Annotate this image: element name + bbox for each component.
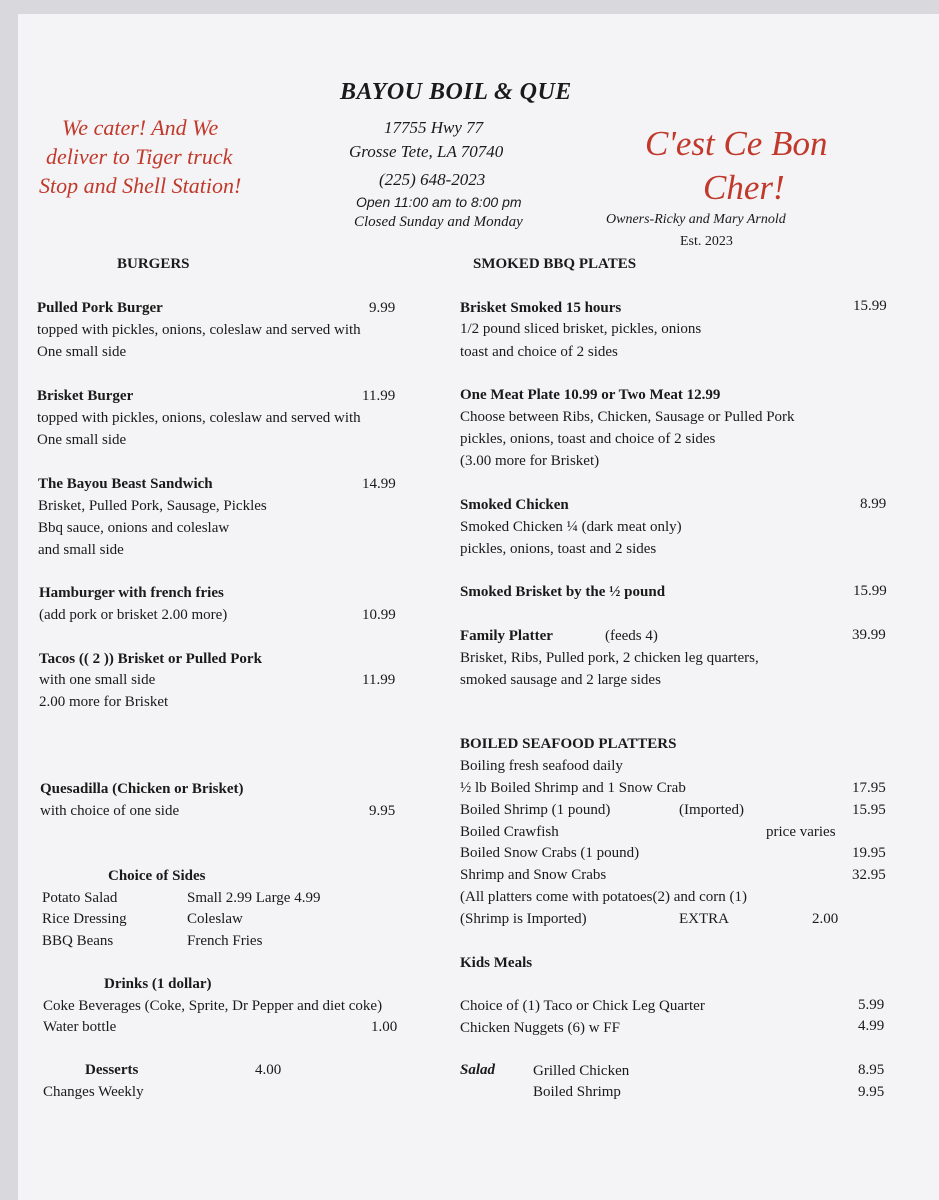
owners: Owners-Ricky and Mary Arnold: [606, 212, 786, 227]
desserts-desc: Changes Weekly: [43, 1084, 144, 1100]
bayou-beast-price: 14.99: [362, 476, 396, 492]
salad-boiled-shrimp-price: 9.95: [858, 1084, 885, 1100]
seafood-item-crawfish: Boiled Crawfish: [460, 824, 559, 840]
tacos-price: 11.99: [362, 672, 396, 688]
seafood-price-shrimp-snow-crabs: 32.95: [852, 867, 886, 883]
seafood-imported-note: (Imported): [679, 802, 744, 818]
seafood-price-snow-crabs: 19.95: [852, 845, 886, 861]
side-size-prices: Small 2.99 Large 4.99: [187, 890, 321, 906]
burgers-heading: BURGERS: [117, 256, 190, 272]
bbq-heading: SMOKED BBQ PLATES: [473, 256, 637, 272]
family-platter-desc-1: Brisket, Ribs, Pulled pork, 2 chicken leg quarters,: [460, 650, 759, 666]
family-platter-name: Family Platter: [460, 628, 553, 644]
kids-item-taco: Choice of (1) Taco or Chick Leg Quarter: [460, 998, 705, 1014]
salad-grilled-chicken-price: 8.95: [858, 1062, 885, 1078]
meat-plate-name: One Meat Plate 10.99 or Two Meat 12.99: [460, 387, 721, 403]
smoked-brisket-desc-2: toast and choice of 2 sides: [460, 344, 618, 360]
hamburger-price: 10.99: [362, 607, 396, 623]
smoked-chicken-desc-2: pickles, onions, toast and 2 sides: [460, 541, 657, 557]
phone-number: (225) 648-2023: [379, 170, 486, 189]
bayou-beast-name: The Bayou Beast Sandwich: [38, 476, 213, 492]
bayou-beast-desc-1: Brisket, Pulled Pork, Sausage, Pickles: [38, 498, 267, 514]
desserts-heading: Desserts: [85, 1062, 139, 1078]
side-french-fries: French Fries: [187, 933, 263, 949]
seafood-item-snow-crabs: Boiled Snow Crabs (1 pound): [460, 845, 640, 861]
meat-plate-desc-1: Choose between Ribs, Chicken, Sausage or Pulled Pork: [460, 409, 795, 425]
seafood-item-shrimp-snow-crabs: Shrimp and Snow Crabs: [460, 867, 607, 883]
smoked-brisket-desc-1: 1/2 pound sliced brisket, pickles, onions: [460, 321, 702, 337]
family-platter-note: (feeds 4): [605, 628, 658, 644]
seafood-intro: Boiling fresh seafood daily: [460, 758, 623, 774]
pulled-pork-burger-name: Pulled Pork Burger: [37, 300, 163, 316]
seafood-extra-price: 2.00: [812, 911, 839, 927]
brisket-half-pound-name: Smoked Brisket by the ½ pound: [460, 584, 666, 600]
drinks-coke-beverages: Coke Beverages (Coke, Sprite, Dr Pepper and diet coke): [43, 998, 383, 1014]
bayou-beast-desc-3: and small side: [38, 542, 124, 558]
sides-heading: Choice of Sides: [108, 868, 206, 884]
restaurant-title: BAYOU BOIL & QUE: [340, 79, 572, 105]
pulled-pork-burger-side: One small side: [37, 344, 127, 360]
established: Est. 2023: [680, 234, 733, 249]
quesadilla-price: 9.95: [369, 803, 396, 819]
tacos-desc: with one small side: [39, 672, 156, 688]
pulled-pork-burger-desc: topped with pickles, onions, coleslaw and served with: [37, 322, 361, 338]
hours-open: Open 11:00 am to 8:00 pm: [356, 194, 522, 210]
brisket-burger-side: One small side: [37, 432, 127, 448]
brisket-half-pound-price: 15.99: [853, 583, 887, 599]
smoked-chicken-price: 8.99: [860, 496, 887, 512]
seafood-platter-note: (All platters come with potatoes(2) and corn (1): [460, 889, 747, 905]
catering-line-3: Stop and Shell Station!: [39, 173, 242, 198]
family-platter-desc-2: smoked sausage and 2 large sides: [460, 672, 661, 688]
bayou-beast-desc-2: Bbq sauce, onions and coleslaw: [38, 520, 230, 536]
salad-grilled-chicken: Grilled Chicken: [533, 1063, 630, 1079]
kids-price-taco: 5.99: [858, 997, 885, 1013]
seafood-item-shrimp-crab: ½ lb Boiled Shrimp and 1 Snow Crab: [460, 780, 686, 796]
smoked-brisket-price: 15.99: [853, 298, 887, 314]
seafood-extra-label: EXTRA: [679, 911, 729, 927]
seafood-heading: BOILED SEAFOOD PLATTERS: [460, 736, 677, 752]
salad-label: Salad: [460, 1062, 496, 1078]
side-coleslaw: Coleslaw: [187, 911, 243, 927]
seafood-price-shrimp-crab: 17.95: [852, 780, 886, 796]
smoked-chicken-name: Smoked Chicken: [460, 497, 569, 513]
catering-line-1: We cater! And We: [62, 115, 219, 140]
quesadilla-name: Quesadilla (Chicken or Brisket): [40, 781, 244, 797]
drinks-water-price: 1.00: [371, 1019, 398, 1035]
brisket-burger-price: 11.99: [362, 388, 396, 404]
side-bbq-beans: BBQ Beans: [42, 933, 114, 949]
drinks-heading: Drinks (1 dollar): [104, 976, 212, 992]
salad-boiled-shrimp: Boiled Shrimp: [533, 1084, 621, 1100]
brisket-burger-desc: topped with pickles, onions, coleslaw and served with: [37, 410, 361, 426]
seafood-price-boiled-shrimp: 15.95: [852, 802, 886, 818]
tacos-name: Tacos (( 2 )) Brisket or Pulled Pork: [39, 651, 262, 667]
address-line-2: Grosse Tete, LA 70740: [349, 142, 504, 161]
brisket-burger-name: Brisket Burger: [37, 388, 134, 404]
kids-price-nuggets: 4.99: [858, 1018, 885, 1034]
pulled-pork-burger-price: 9.99: [369, 300, 396, 316]
family-platter-price: 39.99: [852, 627, 886, 643]
meat-plate-desc-2: pickles, onions, toast and choice of 2 sides: [460, 431, 716, 447]
quesadilla-desc: with choice of one side: [40, 803, 180, 819]
tacos-brisket-note: 2.00 more for Brisket: [39, 694, 169, 710]
drinks-water: Water bottle: [43, 1019, 117, 1035]
kids-meals-heading: Kids Meals: [460, 955, 533, 971]
seafood-item-boiled-shrimp: Boiled Shrimp (1 pound): [460, 802, 611, 818]
side-potato-salad: Potato Salad: [42, 890, 118, 906]
meat-plate-desc-3: (3.00 more for Brisket): [460, 453, 600, 469]
address-line-1: 17755 Hwy 77: [384, 118, 484, 137]
kids-item-nuggets: Chicken Nuggets (6) w FF: [460, 1020, 620, 1036]
seafood-price-crawfish: price varies: [766, 824, 836, 840]
side-rice-dressing: Rice Dressing: [42, 911, 127, 927]
smoked-chicken-desc-1: Smoked Chicken ¼ (dark meat only): [460, 519, 682, 535]
catering-line-2: deliver to Tiger truck: [46, 144, 233, 169]
smoked-brisket-name: Brisket Smoked 15 hours: [460, 300, 622, 316]
hamburger-name: Hamburger with french fries: [39, 585, 224, 601]
slogan-line-1: C'est Ce Bon: [645, 124, 828, 163]
desserts-price: 4.00: [255, 1062, 282, 1078]
slogan-line-2: Cher!: [703, 168, 785, 207]
seafood-imported-shrimp-note: (Shrimp is Imported): [460, 911, 587, 927]
hours-closed: Closed Sunday and Monday: [354, 214, 523, 230]
hamburger-desc: (add pork or brisket 2.00 more): [39, 607, 228, 623]
